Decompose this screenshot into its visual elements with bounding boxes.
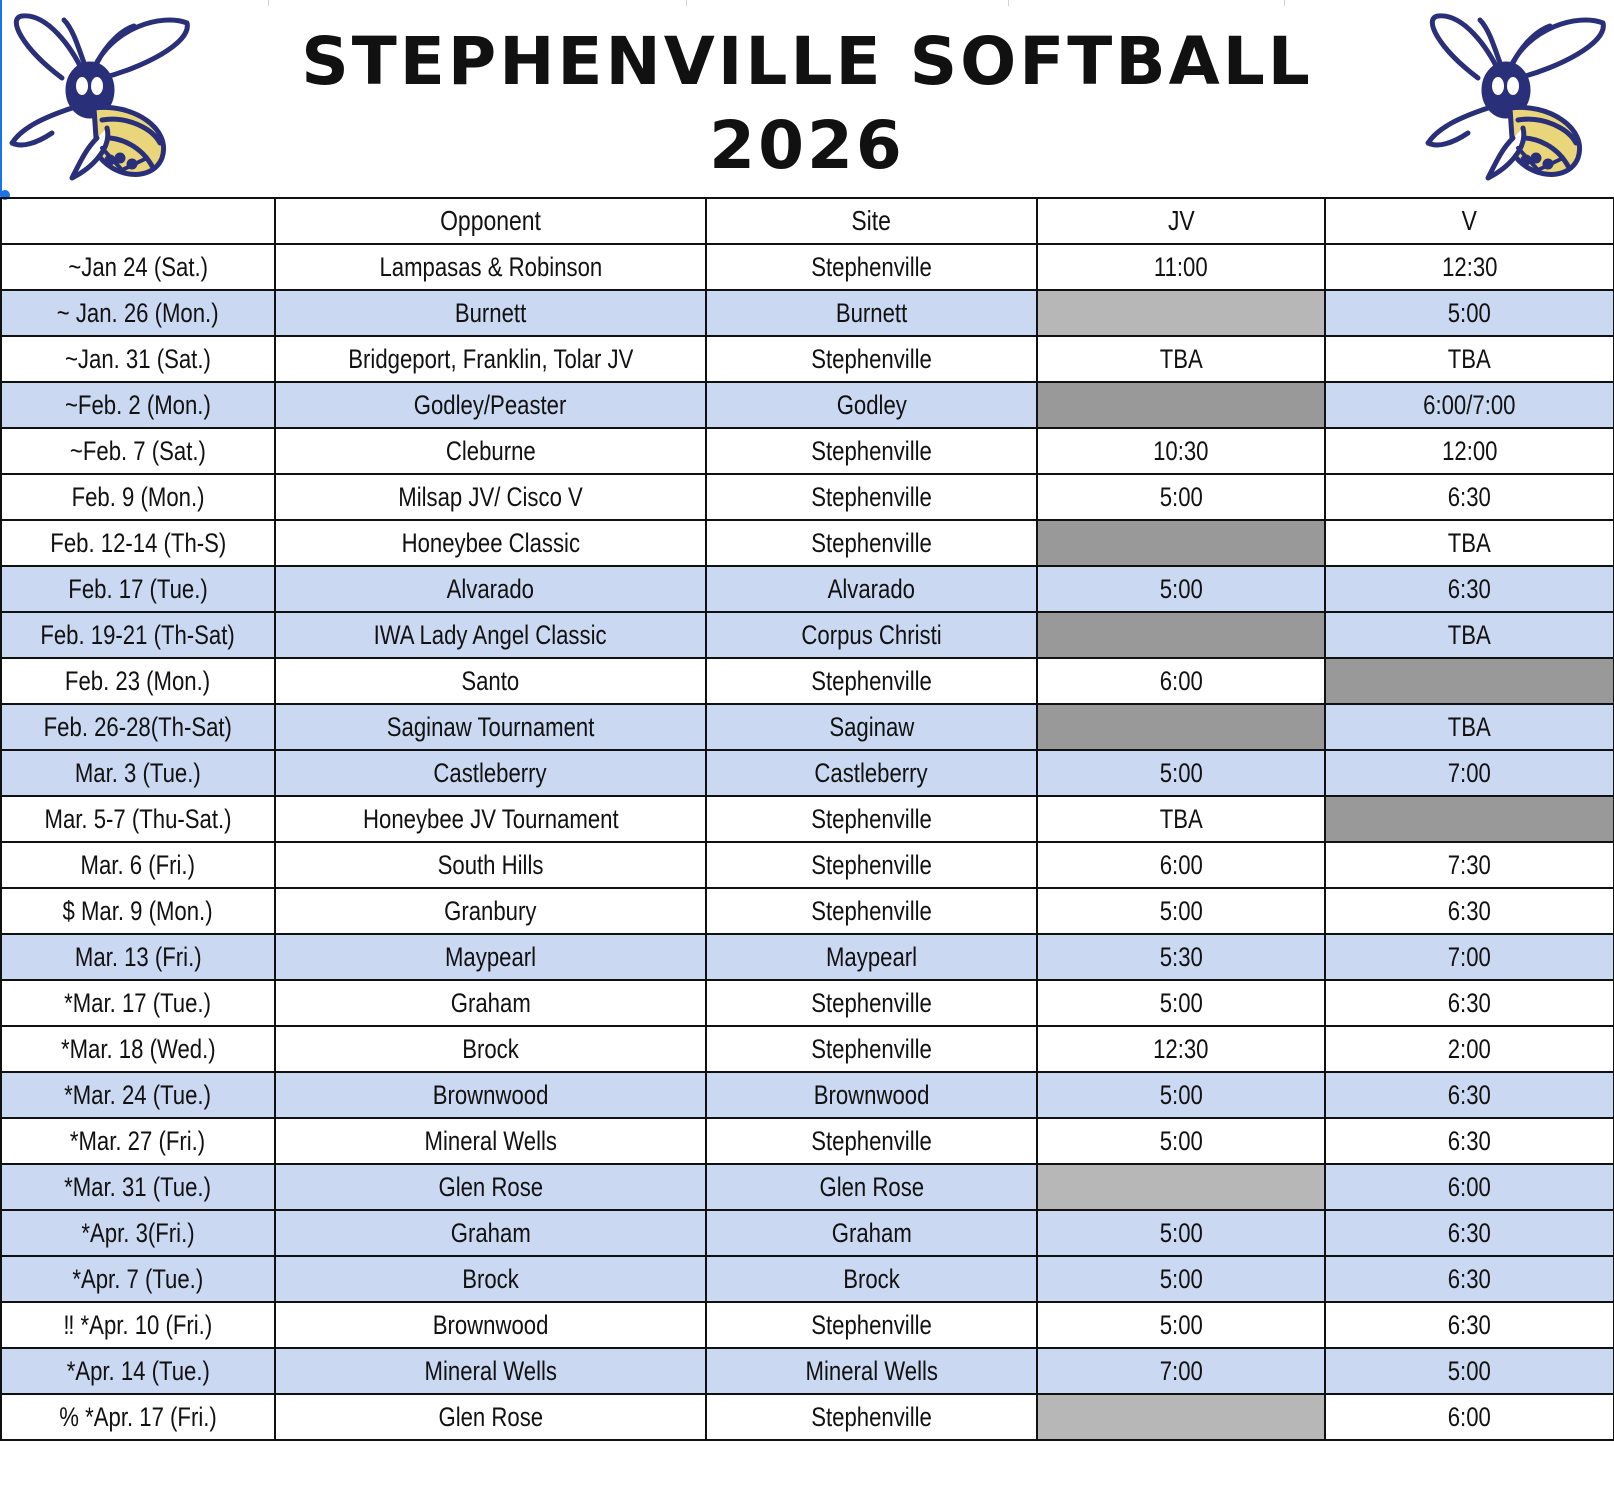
cell-jv-text: 6:00 [1159, 665, 1203, 696]
cell-v-text: 7:00 [1447, 941, 1492, 972]
cell-site-text: Stephenville [811, 343, 932, 374]
cell-site[interactable] [706, 888, 1037, 934]
cell-opponent-text: Brownwood [432, 1079, 549, 1110]
cell-date-text: *Mar. 24 (Tue.) [64, 1079, 212, 1110]
cell-v[interactable] [1325, 1072, 1614, 1118]
cell-v[interactable] [1325, 382, 1614, 428]
cell-jv[interactable] [1037, 796, 1325, 842]
cell-jv[interactable] [1037, 1394, 1325, 1440]
cell-site-text: Stephenville [811, 251, 932, 282]
cell-v-text: 12:30 [1441, 251, 1498, 282]
table-header-row [1, 198, 1614, 244]
cell-date-text: ‼ *Apr. 10 (Fri.) [63, 1309, 213, 1340]
table-row [1, 336, 1614, 382]
cell-jv-text: 5:00 [1159, 1263, 1203, 1294]
column-header-date[interactable] [1, 198, 275, 244]
cell-jv[interactable] [1037, 842, 1325, 888]
cell-date[interactable] [1, 428, 275, 474]
cell-v[interactable] [1325, 1348, 1614, 1394]
cell-jv[interactable] [1037, 750, 1325, 796]
cell-site-text: Stephenville [811, 527, 932, 558]
cell-site-text: Mineral Wells [805, 1355, 938, 1386]
cell-jv[interactable] [1037, 1348, 1325, 1394]
cell-site-text: Burnett [835, 297, 908, 328]
cell-date[interactable] [1, 290, 275, 336]
cell-v-text: 5:00 [1447, 1355, 1492, 1386]
cell-jv-text: TBA [1159, 343, 1203, 374]
cell-v-text: 6:30 [1447, 481, 1492, 512]
cell-opponent[interactable] [275, 750, 706, 796]
cell-v[interactable] [1325, 1256, 1614, 1302]
cell-opponent[interactable] [275, 704, 706, 750]
cell-site[interactable] [706, 1394, 1037, 1440]
table-row [1, 796, 1614, 842]
cell-date-text: Feb. 19-21 (Th-Sat) [40, 619, 236, 650]
cell-date[interactable] [1, 1394, 275, 1440]
table-row [1, 842, 1614, 888]
cell-jv-text: 11:00 [1154, 251, 1208, 282]
cell-opponent[interactable] [275, 1256, 706, 1302]
cell-date-text: ~Feb. 2 (Mon.) [65, 389, 211, 420]
cell-site-text: Glen Rose [819, 1171, 924, 1202]
cell-opponent-text: Godley/Peaster [414, 389, 567, 420]
cell-date-text: *Mar. 17 (Tue.) [64, 987, 212, 1018]
cell-v-text: 6:00 [1447, 1171, 1492, 1202]
cell-v[interactable] [1325, 1302, 1614, 1348]
column-gridline [1008, 0, 1009, 6]
cell-site-text: Brock [843, 1263, 900, 1294]
cell-date-text: *Mar. 27 (Fri.) [70, 1125, 206, 1156]
cell-opponent-text: Graham [450, 1217, 531, 1248]
cell-jv-text: TBA [1159, 803, 1203, 834]
cell-v[interactable] [1325, 612, 1614, 658]
table-row [1, 750, 1614, 796]
cell-v-text: 6:00 [1447, 1401, 1492, 1432]
cell-site[interactable] [706, 566, 1037, 612]
cell-v-text: 6:00/7:00 [1423, 389, 1516, 420]
table-row [1, 290, 1614, 336]
cell-opponent[interactable] [275, 1026, 706, 1072]
cell-site[interactable] [706, 336, 1037, 382]
page-title: STEPHENVILLE SOFTBALL [301, 23, 1313, 100]
cell-opponent[interactable] [275, 336, 706, 382]
cell-v-text: 6:30 [1447, 895, 1492, 926]
cell-v-text: 6:30 [1447, 573, 1492, 604]
cell-site[interactable] [706, 704, 1037, 750]
cell-date[interactable] [1, 612, 275, 658]
cell-jv[interactable] [1037, 428, 1325, 474]
cell-date-text: *Mar. 31 (Tue.) [64, 1171, 212, 1202]
column-header-site[interactable]: Site [706, 198, 1037, 244]
cell-site-text: Stephenville [811, 665, 932, 696]
cell-jv-text: 5:00 [1159, 481, 1203, 512]
cell-jv[interactable] [1037, 382, 1325, 428]
cell-site-text: Graham [831, 1217, 912, 1248]
column-header-jv[interactable]: JV [1037, 198, 1325, 244]
cell-jv[interactable] [1037, 336, 1325, 382]
cell-date[interactable] [1, 934, 275, 980]
cell-jv-text: 5:00 [1159, 1309, 1203, 1340]
cell-site[interactable] [706, 1026, 1037, 1072]
cell-opponent-text: Mineral Wells [424, 1355, 557, 1386]
cell-v[interactable] [1325, 750, 1614, 796]
table-row [1, 1302, 1614, 1348]
cell-date-text: *Apr. 3(Fri.) [81, 1217, 195, 1248]
table-row [1, 658, 1614, 704]
cell-date[interactable] [1, 474, 275, 520]
cell-site[interactable] [706, 1210, 1037, 1256]
table-row [1, 1072, 1614, 1118]
cell-site[interactable] [706, 382, 1037, 428]
schedule-table [0, 197, 1614, 1441]
cell-v[interactable] [1325, 1394, 1614, 1440]
cell-jv[interactable] [1037, 1026, 1325, 1072]
cell-site[interactable] [706, 842, 1037, 888]
cell-jv[interactable] [1037, 658, 1325, 704]
cell-site[interactable] [706, 1348, 1037, 1394]
cell-jv-text: 5:00 [1159, 1217, 1203, 1248]
schedule-table-body [1, 244, 1614, 1440]
cell-site-text: Saginaw [829, 711, 914, 742]
cell-date[interactable] [1, 1302, 275, 1348]
cell-date-text: Feb. 9 (Mon.) [71, 481, 205, 512]
cell-v[interactable] [1325, 796, 1614, 842]
table-row [1, 1026, 1614, 1072]
cell-opponent-text: Castleberry [433, 757, 548, 788]
cell-jv-text: 5:00 [1159, 895, 1203, 926]
cell-date[interactable] [1, 980, 275, 1026]
cell-v-text: TBA [1447, 619, 1492, 650]
cell-site[interactable] [706, 750, 1037, 796]
cell-v[interactable] [1325, 290, 1614, 336]
cell-date-text: Feb. 23 (Mon.) [65, 665, 211, 696]
cell-v-text: TBA [1447, 711, 1492, 742]
cell-v-text: 7:00 [1447, 757, 1492, 788]
cell-date-text: % *Apr. 17 (Fri.) [59, 1401, 217, 1432]
cell-v-text: 6:30 [1447, 1125, 1492, 1156]
cell-opponent-text: Honeybee JV Tournament [362, 803, 619, 834]
column-gridline [1284, 0, 1285, 6]
cell-opponent[interactable] [275, 1164, 706, 1210]
cell-opponent[interactable] [275, 428, 706, 474]
cell-jv[interactable] [1037, 290, 1325, 336]
table-row [1, 428, 1614, 474]
cell-opponent[interactable] [275, 1072, 706, 1118]
cell-jv-text: 5:00 [1159, 1079, 1203, 1110]
cell-date-text: ~Jan. 31 (Sat.) [65, 343, 211, 374]
cell-site[interactable] [706, 796, 1037, 842]
table-row [1, 520, 1614, 566]
cell-site-text: Maypearl [825, 941, 918, 972]
cell-opponent-text: Mineral Wells [424, 1125, 557, 1156]
page-subtitle-year: 2026 [709, 107, 905, 184]
cell-opponent[interactable] [275, 1302, 706, 1348]
cell-v[interactable] [1325, 1118, 1614, 1164]
page-header [0, 0, 1614, 197]
cell-jv-text: 5:00 [1159, 987, 1203, 1018]
cell-site[interactable] [706, 428, 1037, 474]
cell-opponent-text: Granbury [444, 895, 537, 926]
cell-v[interactable] [1325, 428, 1614, 474]
cell-jv-text: 7:00 [1159, 1355, 1203, 1386]
cell-v[interactable] [1325, 842, 1614, 888]
cell-date-text: *Apr. 7 (Tue.) [72, 1263, 204, 1294]
cell-opponent[interactable] [275, 1118, 706, 1164]
table-row [1, 1118, 1614, 1164]
cell-date-text: ~Feb. 7 (Sat.) [70, 435, 206, 466]
cell-v-text: 6:30 [1447, 987, 1492, 1018]
cell-v[interactable] [1325, 704, 1614, 750]
cell-opponent[interactable] [275, 934, 706, 980]
cell-v-text: 7:30 [1447, 849, 1492, 880]
cell-site[interactable] [706, 934, 1037, 980]
cell-opponent-text: Saginaw Tournament [386, 711, 595, 742]
cell-opponent[interactable] [275, 1394, 706, 1440]
cell-opponent[interactable] [275, 980, 706, 1026]
cell-opponent-text: Glen Rose [438, 1401, 543, 1432]
cell-opponent-text: Glen Rose [438, 1171, 543, 1202]
cell-date[interactable] [1, 1026, 275, 1072]
cell-opponent-text: Bridgeport, Franklin, Tolar JV [347, 343, 634, 374]
cell-jv[interactable] [1037, 1072, 1325, 1118]
column-gridline [686, 0, 687, 6]
cell-v[interactable] [1325, 520, 1614, 566]
cell-opponent-text: Milsap JV/ Cisco V [398, 481, 583, 512]
cell-opponent[interactable] [275, 290, 706, 336]
cell-v[interactable] [1325, 888, 1614, 934]
cell-opponent-text: Honeybee Classic [401, 527, 580, 558]
cell-opponent-text: Alvarado [446, 573, 535, 604]
cell-date-text: ~Jan 24 (Sat.) [68, 251, 208, 282]
table-row [1, 1210, 1614, 1256]
table-row [1, 566, 1614, 612]
cell-site[interactable] [706, 658, 1037, 704]
cell-opponent[interactable] [275, 612, 706, 658]
cell-opponent-text: Burnett [454, 297, 527, 328]
cell-site-text: Stephenville [811, 803, 932, 834]
cell-jv[interactable] [1037, 980, 1325, 1026]
cell-site[interactable] [706, 474, 1037, 520]
cell-jv[interactable] [1037, 1118, 1325, 1164]
cell-date[interactable] [1, 888, 275, 934]
cell-date[interactable] [1, 750, 275, 796]
cell-opponent-text: Cleburne [445, 435, 536, 466]
cell-opponent-text: Brock [462, 1033, 519, 1064]
cell-site-text: Brownwood [813, 1079, 930, 1110]
table-row [1, 1164, 1614, 1210]
cell-opponent-text: Maypearl [444, 941, 537, 972]
cell-jv[interactable] [1037, 244, 1325, 290]
cell-v[interactable] [1325, 1164, 1614, 1210]
cell-opponent-text: Graham [450, 987, 531, 1018]
cell-site-text: Stephenville [811, 849, 932, 880]
cell-opponent[interactable] [275, 474, 706, 520]
cell-jv[interactable] [1037, 1164, 1325, 1210]
cell-v-text: 6:30 [1447, 1217, 1492, 1248]
cell-date[interactable] [1, 1164, 275, 1210]
cell-opponent-text: Santo [461, 665, 520, 696]
cell-site-text: Stephenville [811, 435, 932, 466]
cell-jv[interactable] [1037, 1302, 1325, 1348]
cell-site-text: Stephenville [811, 1309, 932, 1340]
cell-jv-text: 6:00 [1159, 849, 1203, 880]
table-row [1, 980, 1614, 1026]
cell-site[interactable] [706, 980, 1037, 1026]
cell-date-text: Mar. 6 (Fri.) [80, 849, 196, 880]
column-gridline [268, 0, 269, 6]
cell-opponent[interactable] [275, 566, 706, 612]
cell-site-text: Alvarado [827, 573, 916, 604]
cell-date[interactable] [1, 244, 275, 290]
cell-site[interactable] [706, 1302, 1037, 1348]
cell-date[interactable] [1, 704, 275, 750]
table-row [1, 934, 1614, 980]
cell-date-text: *Apr. 14 (Tue.) [66, 1355, 210, 1386]
cell-date[interactable] [1, 842, 275, 888]
cell-date-text: ~ Jan. 26 (Mon.) [57, 297, 219, 328]
table-row [1, 474, 1614, 520]
table-row [1, 704, 1614, 750]
table-row [1, 244, 1614, 290]
cell-site-text: Stephenville [811, 481, 932, 512]
cell-date-text: Mar. 3 (Tue.) [75, 757, 201, 788]
cell-jv-text: 5:00 [1159, 573, 1203, 604]
cell-date[interactable] [1, 382, 275, 428]
cell-jv-text: 5:30 [1159, 941, 1203, 972]
cell-opponent-text: IWA Lady Angel Classic [373, 619, 607, 650]
cell-jv-text: 10:30 [1153, 435, 1209, 466]
cell-v-text: 12:00 [1441, 435, 1498, 466]
cell-opponent-text: Brock [462, 1263, 519, 1294]
cell-site-text: Stephenville [811, 1033, 932, 1064]
cell-jv[interactable] [1037, 612, 1325, 658]
cell-date[interactable] [1, 1256, 275, 1302]
cell-date[interactable] [1, 1210, 275, 1256]
cell-v[interactable] [1325, 980, 1614, 1026]
table-row [1, 1348, 1614, 1394]
table-row [1, 612, 1614, 658]
cell-v[interactable] [1325, 1026, 1614, 1072]
cell-site[interactable] [706, 1256, 1037, 1302]
cell-opponent[interactable] [275, 1348, 706, 1394]
cell-date-text: Feb. 12-14 (Th-S) [50, 527, 226, 558]
cell-v-text: 5:00 [1447, 297, 1492, 328]
cell-date[interactable] [1, 658, 275, 704]
table-row [1, 888, 1614, 934]
cell-jv[interactable] [1037, 888, 1325, 934]
cell-v[interactable] [1325, 1210, 1614, 1256]
cell-v[interactable] [1325, 658, 1614, 704]
cell-date-text: Feb. 17 (Tue.) [68, 573, 208, 604]
cell-date[interactable] [1, 566, 275, 612]
cell-site-text: Stephenville [811, 1125, 932, 1156]
cell-jv[interactable] [1037, 1210, 1325, 1256]
cell-opponent-text: Brownwood [432, 1309, 549, 1340]
cell-opponent[interactable] [275, 520, 706, 566]
cell-site-text: Stephenville [811, 987, 932, 1018]
cell-v-text: 6:30 [1447, 1079, 1492, 1110]
cell-site-text: Godley [836, 389, 907, 420]
cell-site-text: Castleberry [814, 757, 929, 788]
cell-date[interactable] [1, 796, 275, 842]
cell-v-text: TBA [1447, 527, 1492, 558]
cell-v[interactable] [1325, 244, 1614, 290]
cell-jv[interactable] [1037, 520, 1325, 566]
cell-opponent[interactable] [275, 658, 706, 704]
cell-v[interactable] [1325, 336, 1614, 382]
cell-jv[interactable] [1037, 934, 1325, 980]
cell-site[interactable] [706, 612, 1037, 658]
column-header-v[interactable]: V [1325, 198, 1614, 244]
cell-date-text: Mar. 5-7 (Thu-Sat.) [44, 803, 232, 834]
cell-jv[interactable] [1037, 566, 1325, 612]
cell-opponent[interactable] [275, 1210, 706, 1256]
cell-site[interactable] [706, 520, 1037, 566]
cell-jv[interactable] [1037, 474, 1325, 520]
cell-site[interactable] [706, 1072, 1037, 1118]
cell-date-text: $ Mar. 9 (Mon.) [62, 895, 214, 926]
cell-opponent-text: South Hills [437, 849, 544, 880]
cell-v-text: 6:30 [1447, 1309, 1492, 1340]
cell-date[interactable] [1, 336, 275, 382]
cell-opponent[interactable] [275, 796, 706, 842]
cell-opponent[interactable] [275, 382, 706, 428]
cell-jv[interactable] [1037, 1256, 1325, 1302]
column-header-opponent[interactable]: Opponent [275, 198, 706, 244]
table-row [1, 1394, 1614, 1440]
cell-date-text: *Mar. 18 (Wed.) [60, 1033, 216, 1064]
cell-site[interactable] [706, 1118, 1037, 1164]
cell-date-text: Mar. 13 (Fri.) [74, 941, 202, 972]
cell-site[interactable] [706, 244, 1037, 290]
cell-date[interactable] [1, 520, 275, 566]
cell-site-text: Corpus Christi [801, 619, 942, 650]
cell-jv-text: 5:00 [1159, 1125, 1203, 1156]
cell-v[interactable] [1325, 566, 1614, 612]
cell-v-text: TBA [1447, 343, 1492, 374]
cell-jv-text: 5:00 [1159, 757, 1203, 788]
cell-opponent-text: Lampasas & Robinson [379, 251, 602, 282]
cell-site[interactable] [706, 1164, 1037, 1210]
cell-v[interactable] [1325, 934, 1614, 980]
table-row [1, 1256, 1614, 1302]
cell-jv-text: 12:30 [1153, 1033, 1209, 1064]
cell-v-text: 2:00 [1447, 1033, 1492, 1064]
cell-date[interactable] [1, 1348, 275, 1394]
cell-site[interactable] [706, 290, 1037, 336]
cell-opponent[interactable] [275, 842, 706, 888]
cell-v[interactable] [1325, 474, 1614, 520]
cell-date[interactable] [1, 1118, 275, 1164]
table-row [1, 382, 1614, 428]
cell-jv[interactable] [1037, 704, 1325, 750]
cell-date-text: Feb. 26-28(Th-Sat) [43, 711, 233, 742]
cell-opponent[interactable] [275, 244, 706, 290]
cell-site-text: Stephenville [811, 895, 932, 926]
cell-opponent[interactable] [275, 888, 706, 934]
cell-site-text: Stephenville [811, 1401, 932, 1432]
cell-date[interactable] [1, 1072, 275, 1118]
cell-v-text: 6:30 [1447, 1263, 1492, 1294]
